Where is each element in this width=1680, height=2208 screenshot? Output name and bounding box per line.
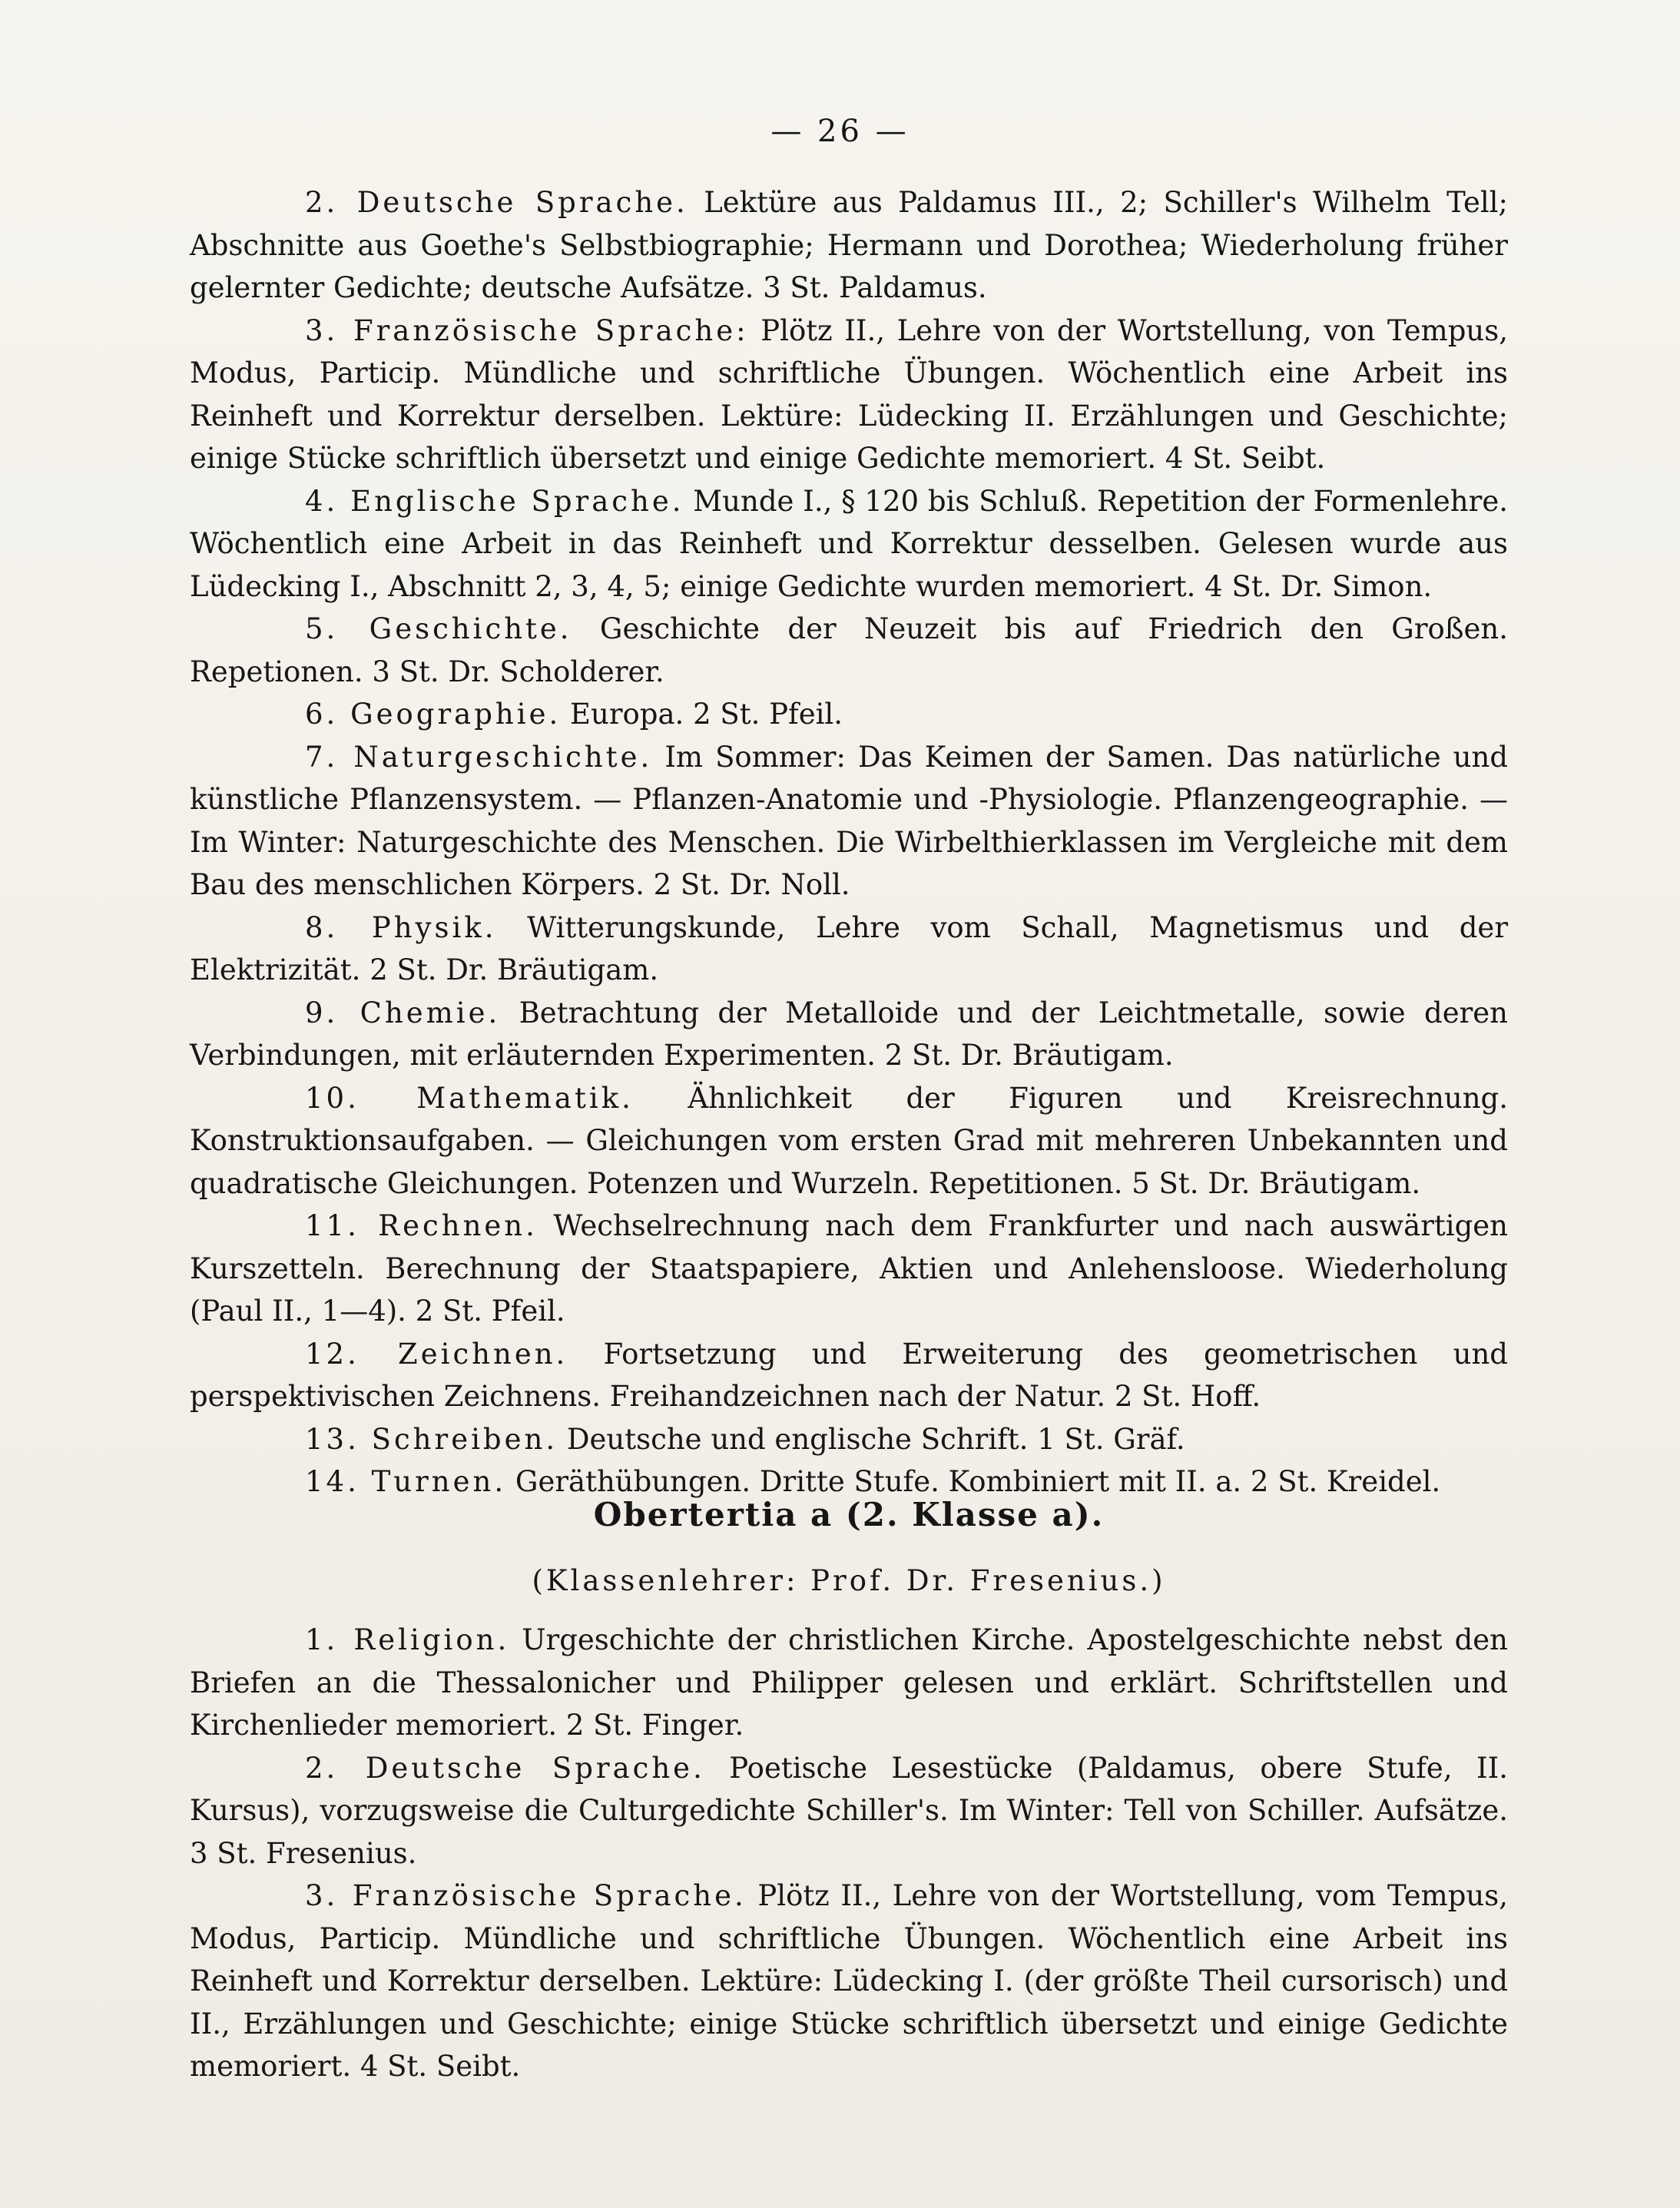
subject-item [190,736,1508,907]
subject-item [190,608,1508,693]
subject-label: 6. Geographie. [305,698,562,731]
subject-label: 3. Französische Sprache: [305,313,749,347]
subject-text: Witterungskunde, Lehre vom Schall, Magnetismus und der Elektrizität. 2 St. Dr. Bräutigam. [190,910,1509,986]
subject-text: Wechselrechnung nach dem Frankfurter und nach auswärtigen Kurszetteln. Berechnung der Staatspapiere, Aktien und Anlehensloose. Wiederholung (Paul II., 1—4). 2 St. Pfeil. [190,1209,1509,1328]
subject-item [190,1077,1508,1205]
subject-item [190,480,1508,608]
subject-item [190,1619,1508,1747]
subject-text: Im Sommer: Das Keimen der Samen. Das natürliche und künstliche Pflanzensystem. — Pflanzen-Anatomie und -Physiologie. Pflanzengeographie. — Im Winter: Naturgeschichte des Menschen. Die Wirbelthierklassen im Vergleiche mit dem Bau des menschlichen Körpers. 2 St. Dr. Noll. [190,740,1509,901]
subject-item [190,310,1508,480]
curriculum-section-2 [190,1619,1508,2088]
subject-label: 12. Zeichnen. [305,1337,568,1371]
subject-text: Deutsche und englische Schrift. 1 St. Gräf. [566,1422,1185,1456]
subject-text: Lektüre aus Paldamus III., 2; Schiller's Wilhelm Tell; Abschnitte aus Goethe's Selbstbiographie; Hermann und Dorothea; Wiederholung früher gelernter Gedichte; deutsche Aufsätze. 3 St. Paldamus. [190,186,1508,304]
subject-text: Poetische Lesestücke (Paldamus, obere Stufe, II. Kursus), vorzugsweise die Culturgedichte Schiller's. Im Winter: Tell von Schiller. Aufsätze. 3 St. Fresenius. [190,1751,1508,1870]
curriculum-section-1 [190,181,1508,1503]
subject-label: 2. Deutsche Sprache. [305,1751,705,1785]
subject-text: Betrachtung der Metalloide und der Leichtmetalle, sowie deren Verbindungen, mit erläuternden Experimenten. 2 St. Dr. Bräutigam. [190,996,1509,1072]
subject-label: 11. Rechnen. [305,1209,538,1242]
subject-text: Plötz II., Lehre von der Wortstellung, vom Tempus, Modus, Particip. Mündliche und schriftliche Übungen. Wöchentlich eine Arbeit ins Reinheft und Korrektur derselben. Lektüre: Lüdecking I. (der größte Theil cursorisch) und II., Erzählungen und Geschichte; einige Stücke schriftlich übersetzt und einige Gedichte memoriert. 4 St. Seibt. [190,1879,1509,2083]
class-teacher-line: (Klassenlehrer: Prof. Dr. Fresenius.) [532,1564,1166,1597]
subject-text: Plötz II., Lehre von der Wortstellung, von Tempus, Modus, Particip. Mündliche und schriftliche Übungen. Wöchentlich eine Arbeit ins Reinheft und Korrektur derselben. Lektüre: Lüdecking II. Erzählungen und Geschichte; einige Stücke schriftlich übersetzt und einige Gedichte memoriert. 4 St. Seibt. [190,313,1508,475]
subject-item [190,1333,1508,1418]
subject-text: Geräthübungen. Dritte Stufe. Kombiniert mit II. a. 2 St. Kreidel. [515,1465,1441,1498]
subject-item [190,1418,1508,1461]
section-heading: Obertertia a (2. Klasse a). [593,1496,1105,1533]
subject-label: 7. Naturgeschichte. [305,740,653,774]
subject-item [190,1747,1508,1875]
subject-text: Europa. 2 St. Pfeil. [570,698,843,731]
subject-label: 5. Geschichte. [305,612,572,645]
subject-label: 1. Religion. [305,1623,510,1656]
subject-label: 2. Deutsche Sprache. [305,186,688,219]
subject-item [190,1875,1508,2088]
subject-item [190,992,1508,1077]
page-number: — 26 — [770,114,910,149]
subject-text: Fortsetzung und Erweiterung des geometrischen und perspektivischen Zeichnens. Freihandzeichnen nach der Natur. 2 St. Hoff. [190,1337,1508,1413]
subject-label: 10. Mathematik. [305,1081,634,1115]
subject-item [190,693,1508,736]
subject-item [190,181,1508,310]
subject-text: Ähnlichkeit der Figuren und Kreisrechnung. Konstruktionsaufgaben. — Gleichungen vom ersten Grad mit mehreren Unbekannten und quadratische Gleichungen. Potenzen und Wurzeln. Repetitionen. 5 St. Dr. Bräutigam. [190,1081,1509,1200]
subject-label: 8. Physik. [305,910,497,944]
subject-text: Munde I., § 120 bis Schluß. Repetition der Formenlehre. Wöchentlich eine Arbeit in das Reinheft und Korrektur desselben. Gelesen wurde aus Lüdecking I., Abschnitt 2, 3, 4, 5; einige Gedichte wurden memoriert. 4 St. Dr. Simon. [190,484,1508,603]
subject-item [190,907,1508,992]
subject-label: 14. Turnen. [305,1465,507,1498]
subject-label: 9. Chemie. [305,996,501,1029]
subject-label: 3. Französische Sprache. [305,1879,747,1912]
subject-label: 4. Englische Sprache. [305,484,684,518]
section-header [190,1492,1508,1603]
subject-item [190,1205,1508,1333]
subject-text: Geschichte der Neuzeit bis auf Friedrich den Großen. Repetionen. 3 St. Dr. Scholderer. [190,612,1509,688]
subject-label: 13. Schreiben. [305,1422,558,1456]
subject-text: Urgeschichte der christlichen Kirche. Apostelgeschichte nebst den Briefen an die Thessalonicher und Philipper gelesen und erklärt. Schriftstellen und Kirchenlieder memoriert. 2 St. Finger. [190,1623,1508,1742]
